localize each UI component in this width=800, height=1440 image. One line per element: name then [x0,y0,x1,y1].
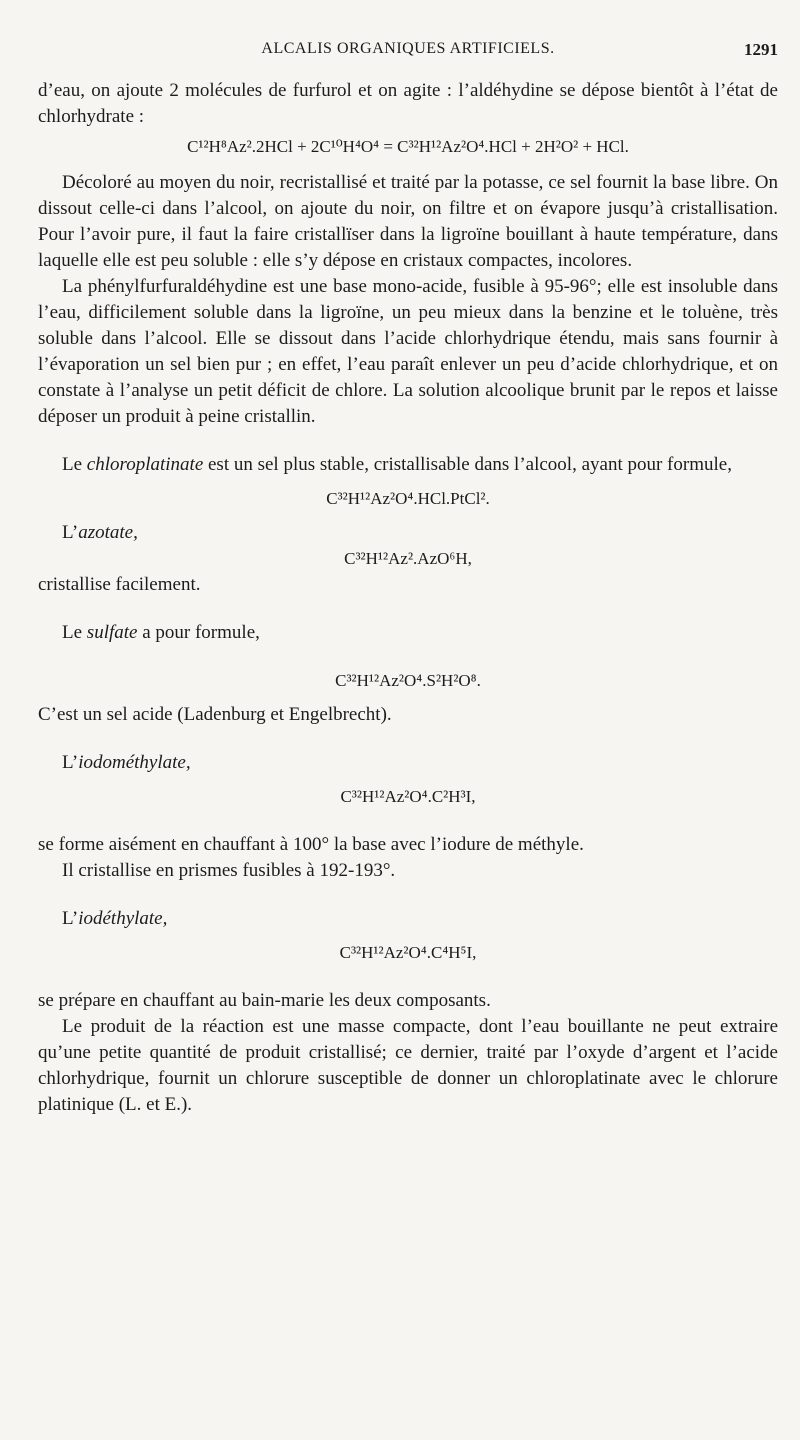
paragraph-iodethylate-1: se prépare en chauffant au bain-marie les deux composants. [38,990,491,1011]
paragraph-iodomethylate-2: Il cristallise en prismes fusibles à 192-193°. [62,860,396,881]
paragraph-acid-salt: C’est un sel acide (Ladenburg et Engelbrecht). [38,704,392,725]
label-iodomethylate [38,750,778,776]
formula-iodomethylate: C³²H¹²Az²O⁴.C²H³I, [340,787,476,806]
chloroplatinate-text: est un sel plus stable, cristallisable dans l’alcool, ayant pour formule, [203,454,732,475]
sulfate-term: sulfate [86,622,138,643]
paragraph-purification: Décoloré au moyen du noir, recristallisé et traité par la potasse, ce sel fournit la base libre. On dissout celle-ci dans l’alcool, on ajoute du noir, on filtre et on évapore jusqu’à cristallisation. Pour l’avoir pure, il faut la faire cristallïser dans la ligroïne bouillant à haute température, dans laquelle elle est peu soluble : elle s’y dépose en cristaux compactes, incolores. [38,172,778,271]
paragraph-chloroplatinate [38,452,778,478]
sulfate-prefix: Le [62,622,87,643]
formula-azotate: C³²H¹²Az².AzO⁶H, [344,549,472,568]
azotate-prefix: L’ [62,522,79,543]
running-title: ALCALIS ORGANIQUES ARTIFICIELS. [261,40,555,57]
sulfate-text: a pour formule, [137,622,260,643]
label-iodethylate [38,906,778,932]
paragraph-properties: La phénylfurfuraldéhydine est une base mono-acide, fusible à 95-96°; elle est insoluble dans l’eau, difficilement soluble dans la ligroïne, un peu mieux dans la benzine et le toluène, très soluble dans l’alcool. Elle se dissout dans l’acide chlorhydrique étendu, mais sans fournir à l’évaporation un sel bien pur ; en effet, l’eau paraît enlever un peu d’acide chlorhydrique, et on constate à l’analyse un petit déficit de chlore. La solution alcoolique brunit par le repos et laisse déposer un produit à peine cristallin. [38,276,778,427]
paragraph-iodomethylate-1: se forme aisément en chauffant à 100° la base avec l’iodure de méthyle. [38,834,584,855]
chloroplatinate-prefix: Le [62,454,87,475]
label-sulfate [38,620,778,646]
paragraph-azotate: cristallise facilement. [38,574,201,595]
page-number: 1291 [744,40,778,59]
formula-sulfate: C³²H¹²Az²O⁴.S²H²O⁸. [335,671,481,690]
page-body [38,78,778,1118]
label-azotate [38,520,778,546]
chloroplatinate-term: chloroplatinate [86,454,204,475]
formula-iodethylate: C³²H¹²Az²O⁴.C⁴H⁵I, [339,943,477,962]
iodomethylate-term: iodométhylate, [78,752,191,773]
formula-chloroplatinate: C³²H¹²Az²O⁴.HCl.PtCl². [326,489,490,508]
paragraph-aldehydine: d’eau, on ajoute 2 molécules de furfurol et on agite : l’aldéhydine se dépose bientôt à l’état de chlorhydrate : [38,80,778,127]
iodomethylate-prefix: L’ [62,752,79,773]
formula-reaction: C¹²H⁸Az².2HCl + 2C¹⁰H⁴O⁴ = C³²H¹²Az²O⁴.HCl + 2H²O² + HCl. [187,137,629,156]
iodethylate-term: iodéthylate, [78,908,168,929]
page-header [38,40,778,68]
azotate-term: azotate, [78,522,138,543]
iodethylate-prefix: L’ [62,908,79,929]
paragraph-reaction-product: Le produit de la réaction est une masse compacte, dont l’eau bouillante ne peut extraire qu’une petite quantité de produit cristallisé; ce dernier, traité par l’oxyde d’argent et l’acide chlorhydrique, fournit un chlorure susceptible de donner un chloroplatinate avec le chlorure platinique (L. et E.). [38,1016,778,1115]
